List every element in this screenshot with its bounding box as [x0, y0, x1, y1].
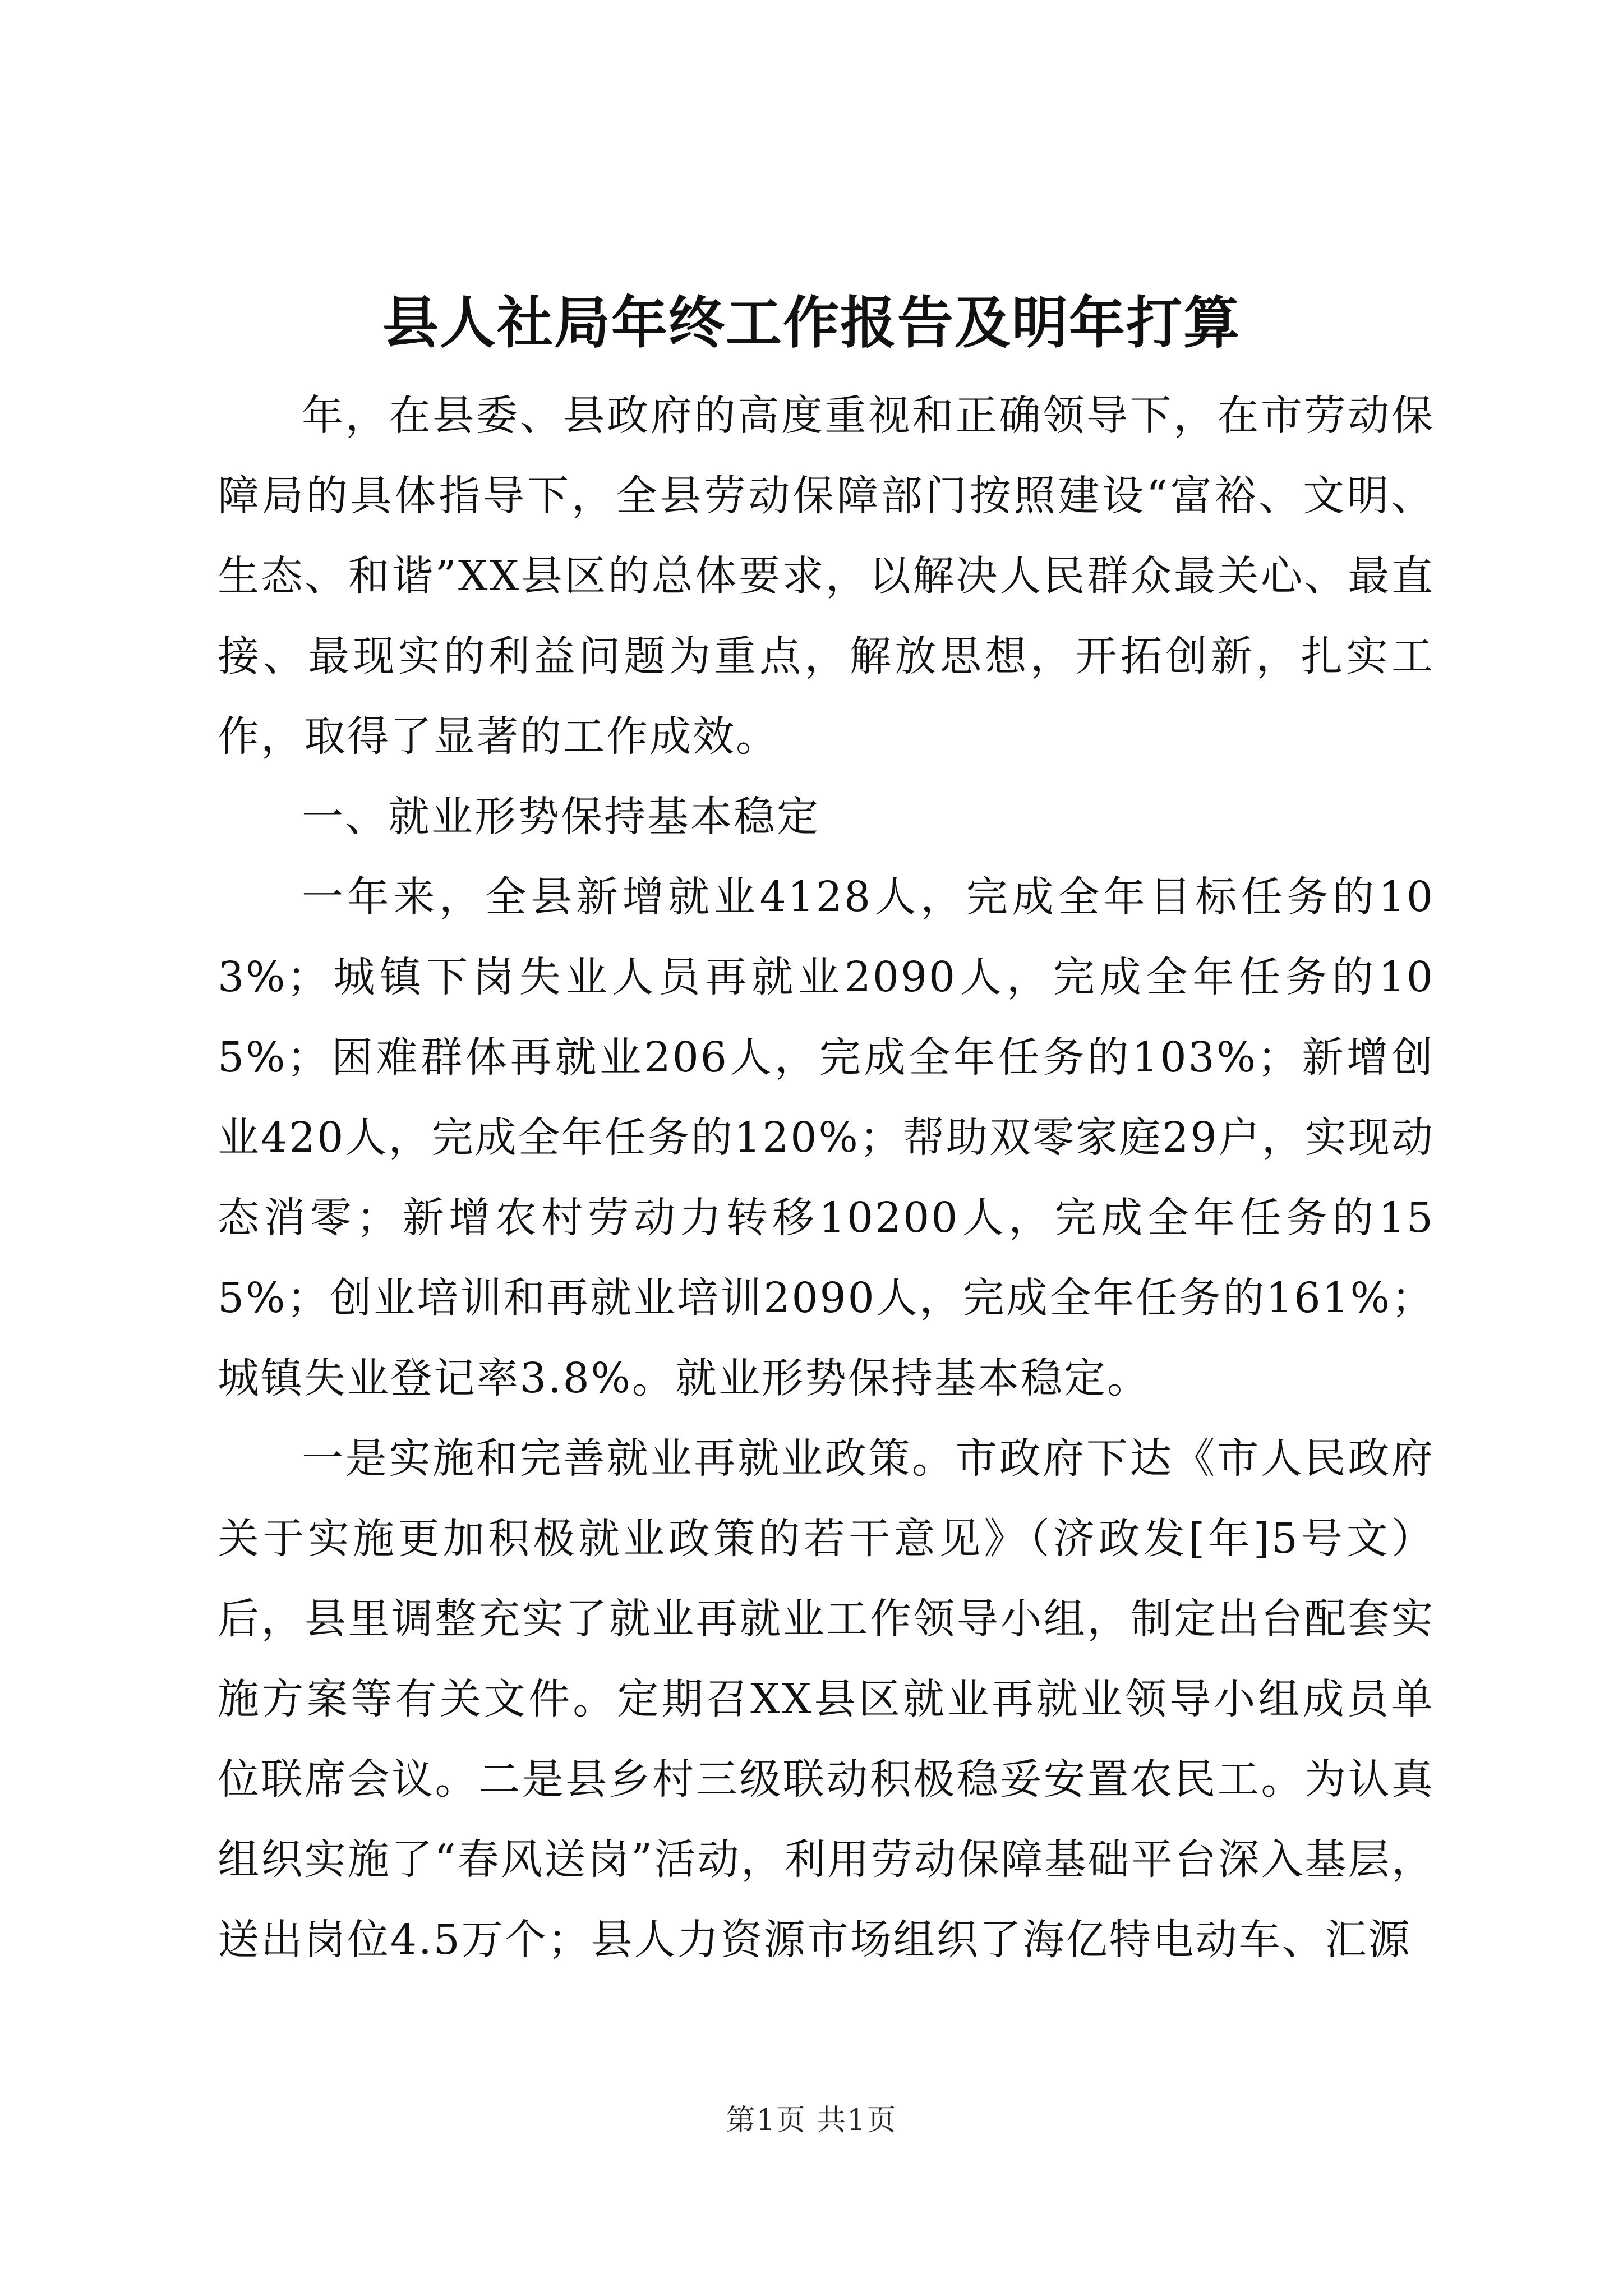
document-body — [218, 376, 1435, 1980]
paragraph-intro: 年，在县委、县政府的高度重视和正确领导下，在市劳动保障局的具体指导下，全县劳动保障部门按照建设“富裕、文明、生态、和谐”XX县区的总体要求，以解决人民群众最关心、最直接、最现实的利益问题为重点，解放思想，开拓创新，扎实工作，取得了显著的工作成效。 — [218, 392, 1435, 761]
page-number-footer: 第1页 共1页 — [726, 2104, 897, 2137]
paragraph-employment-stats: 一年来，全县新增就业4128人，完成全年目标任务的103%；城镇下岗失业人员再就业2090人，完成全年任务的105%；困难群体再就业206人，完成全年任务的103%；新增创业420人，完成全年任务的120%；帮助双零家庭29户，实现动态消零；新增农村劳动力转移10200人，完成全年任务的155%；创业培训和再就业培训2090人，完成全年任务的161%；城镇失业登记率3.8%。就业形势保持基本稳定。 — [218, 873, 1435, 1402]
paragraph-employment-policy: 一是实施和完善就业再就业政策。市政府下达《市人民政府关于实施更加积极就业政策的若干意见》（济政发[年]5号文）后，县里调整充实了就业再就业工作领导小组，制定出台配套实施方案等有关文件。定期召XX县区就业再就业领导小组成员单位联席会议。二是县乡村三级联动积极稳妥安置农民工。为认真组织实施了“春风送岗”活动，利用劳动保障基础平台深入基层，送出岗位4.5万个；县人力资源市场组织了海亿特电动车、汇源 — [218, 1434, 1435, 1964]
section-heading-employment: 一、就业形势保持基本稳定 — [302, 793, 820, 841]
document-title: 县人社局年终工作报告及明年打算 — [382, 289, 1241, 356]
